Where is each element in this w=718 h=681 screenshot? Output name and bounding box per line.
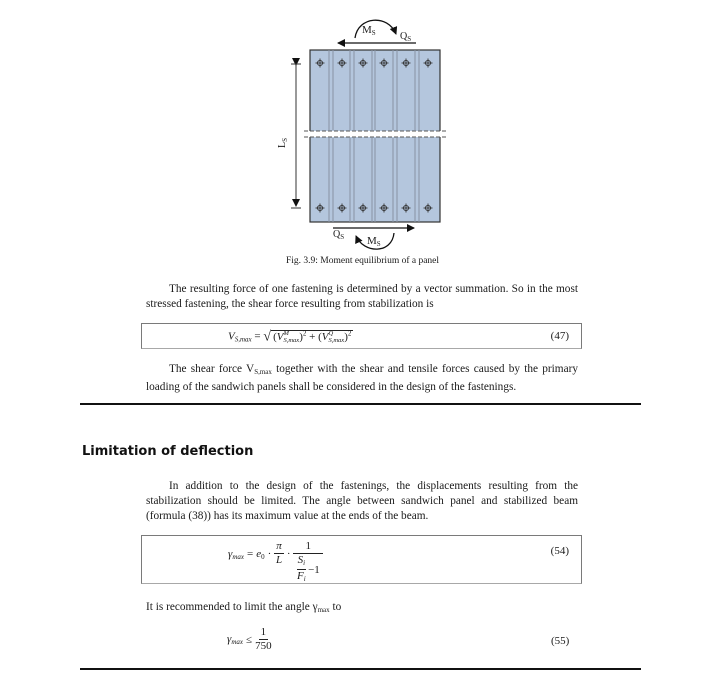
equation-47-number: (47) bbox=[550, 330, 569, 342]
equation-47: $V_{S,max}$ = √ (V M S,max )$^2$ + (V Q S,max )$^2$ bbox=[228, 329, 352, 345]
equation-55: $\gamma_{max}$ ≤ $\frac{1}{750}$ bbox=[227, 626, 272, 652]
equation-55-number: (55) bbox=[551, 635, 570, 647]
figure-caption: Fig. 3.9: Moment equilibrium of a panel bbox=[286, 256, 440, 266]
paragraph-shear-force: The shear force $V_{S,max}$ together with the shear and tensile forces caused by the primary loading of the sandwich panels shall be considered in the design of the fastenings. bbox=[146, 363, 578, 393]
equation-54-number: (54) bbox=[550, 545, 569, 557]
length-label: $L_S$ bbox=[277, 137, 290, 149]
panel-equilibrium-figure bbox=[270, 10, 470, 270]
moment-label-bottom: $M_S$ bbox=[367, 235, 381, 248]
moment-label-top: $M_S$ bbox=[362, 24, 376, 37]
horizontal-rule bbox=[80, 403, 641, 405]
equation-54: $\gamma_{max}$ = $e_0$ · π L · 1 $S_i$ $F_i$ −1 bbox=[228, 540, 323, 585]
paragraph-recommendation: It is recommended to limit the angle $\gamma_{max}$ to bbox=[146, 601, 342, 614]
paragraph-resulting-force: The resulting force of one fastening is determined by a vector summation. So in the most stressed fastening, the shear force resulting from stabilization is bbox=[146, 283, 578, 310]
horizontal-rule bbox=[80, 668, 641, 670]
shear-label-top: $Q_S$ bbox=[400, 31, 412, 43]
shear-label-bottom: $Q_S$ bbox=[333, 229, 345, 241]
equation-54-box bbox=[141, 535, 582, 584]
equation-47-box bbox=[141, 323, 582, 349]
paragraph-displacements: In addition to the design of the fastenings, the displacements resulting from the stabilization should be limited. The angle between sandwich panel and stabilized beam (formula (38)) has its maximum value at the ends of the beam. bbox=[146, 480, 578, 522]
section-heading: Limitation of deflection bbox=[82, 444, 254, 459]
